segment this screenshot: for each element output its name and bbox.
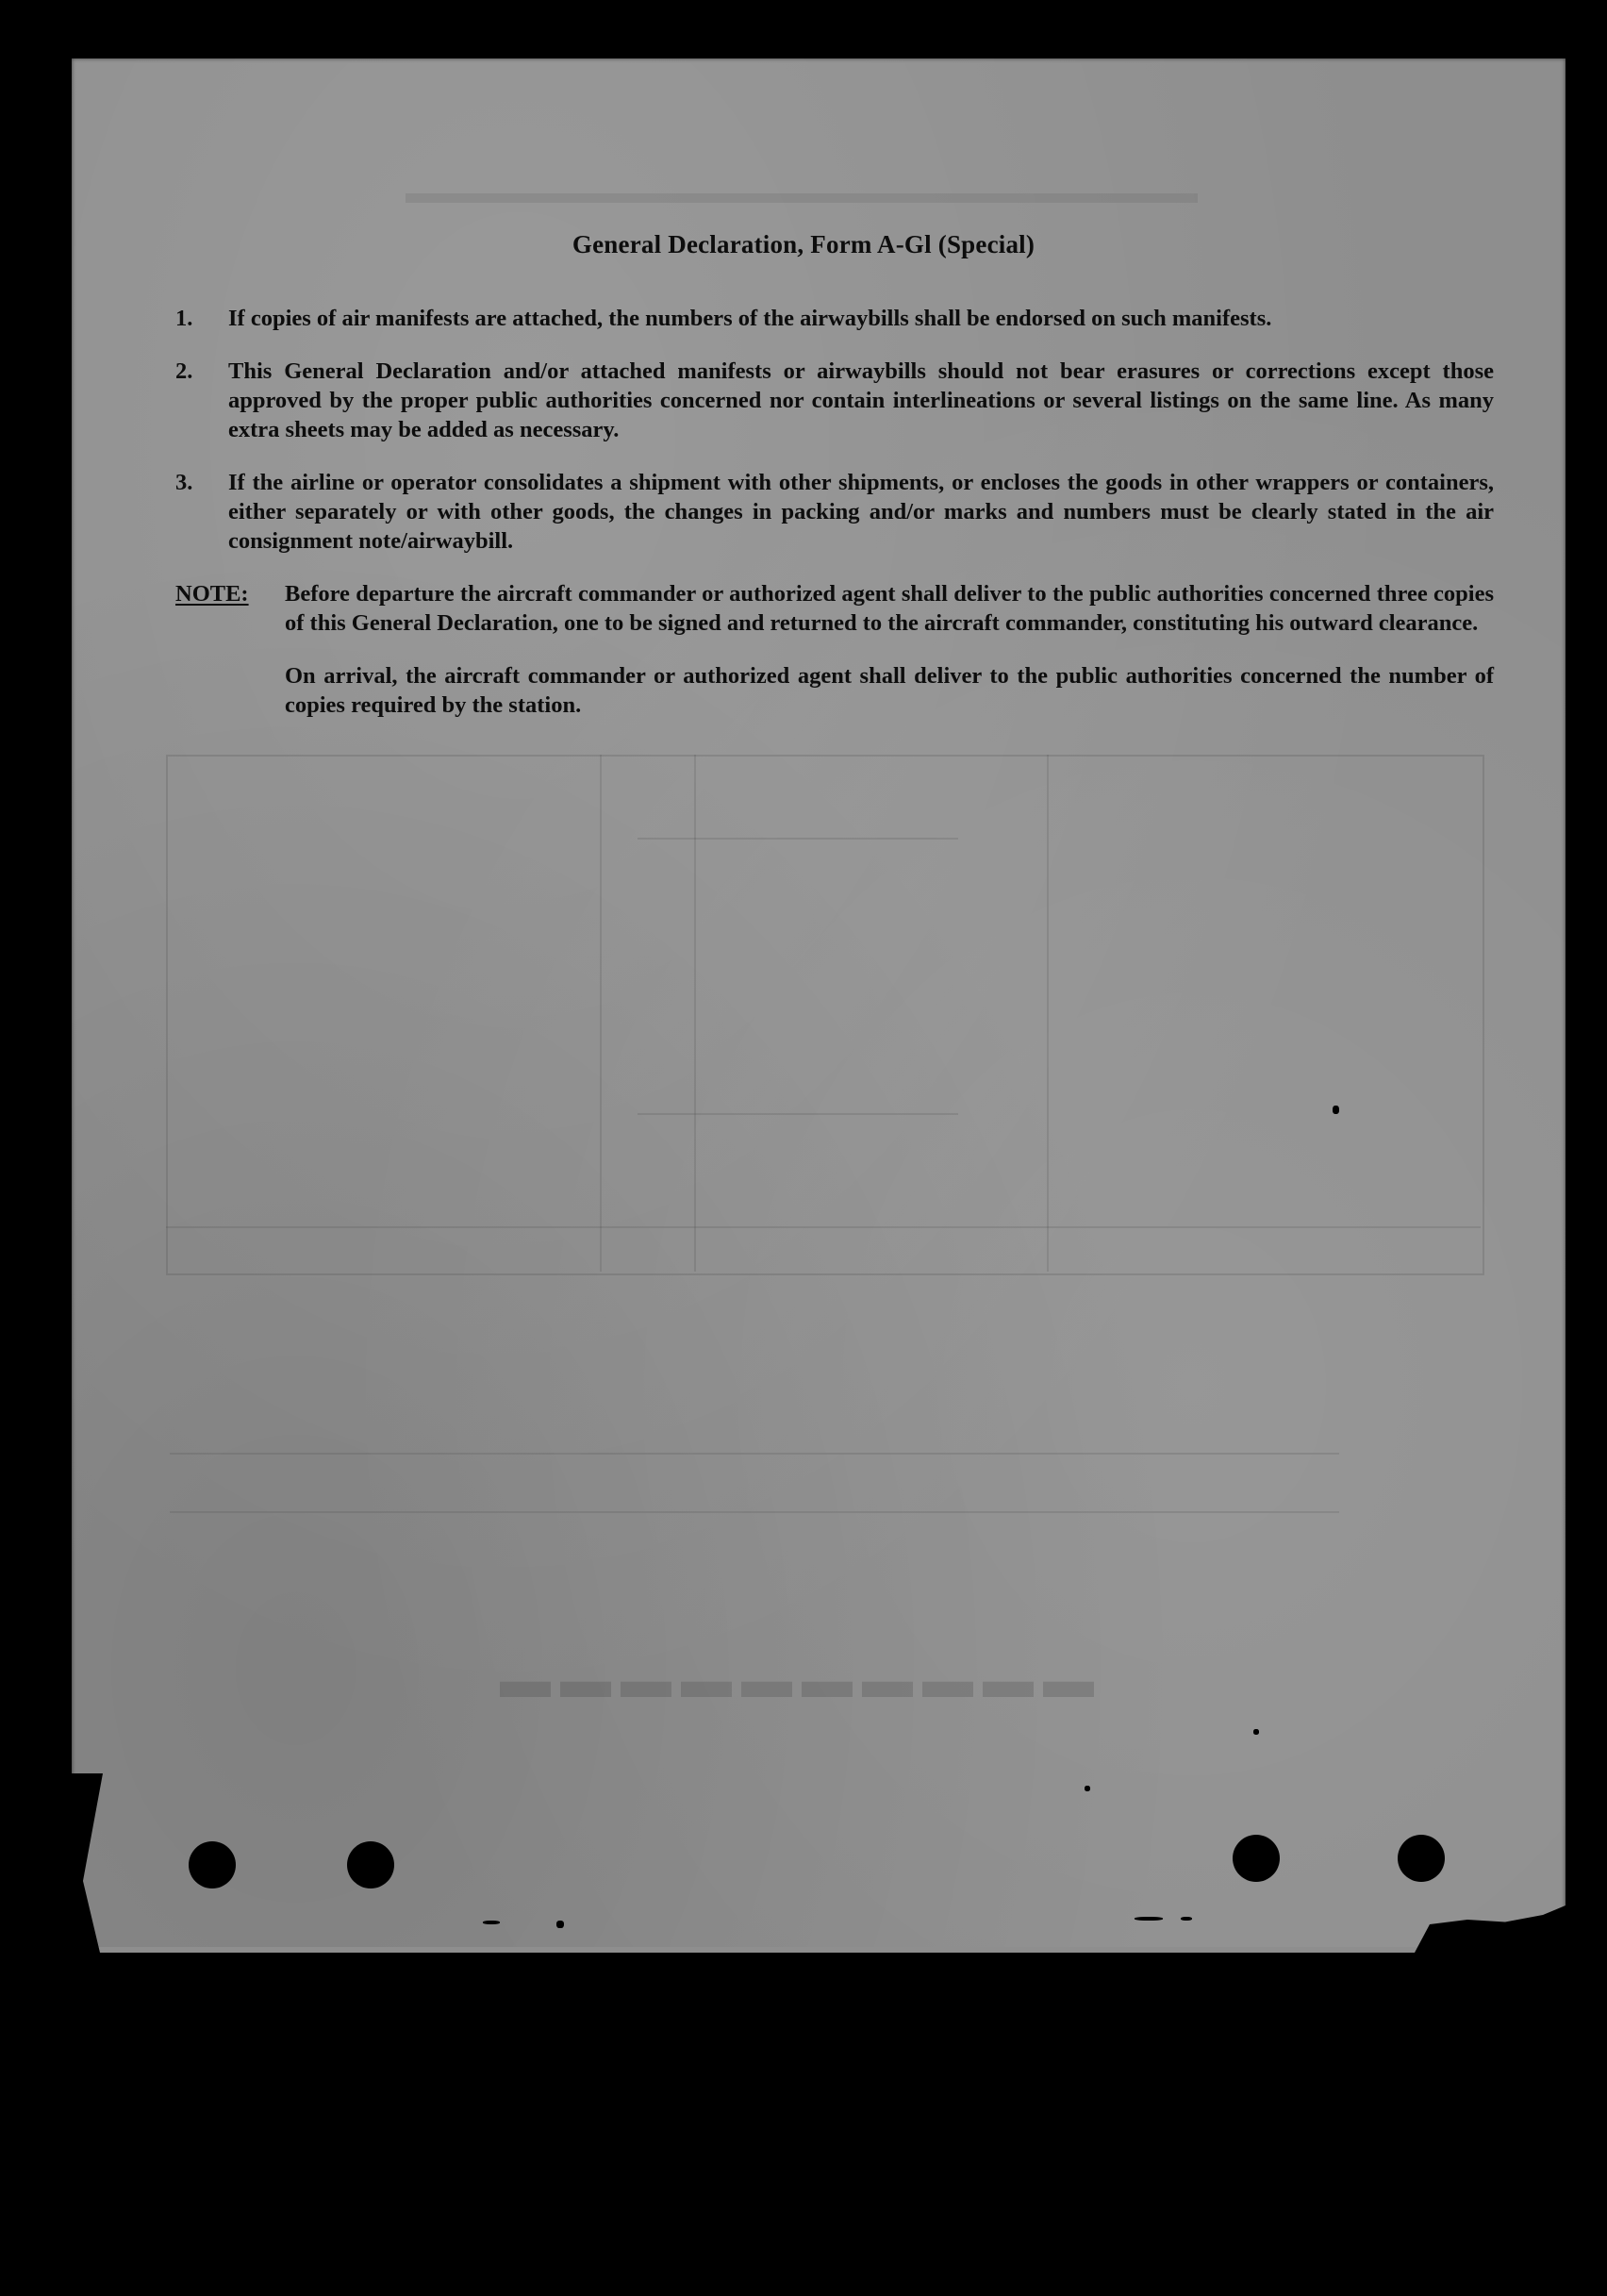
bleed-through-rule xyxy=(406,193,1198,203)
item-number: 3. xyxy=(175,470,193,495)
bleed-through-rule xyxy=(638,1113,958,1115)
ink-speck xyxy=(1181,1917,1192,1921)
instruction-item xyxy=(175,357,1494,444)
ink-speck xyxy=(1085,1786,1090,1791)
punch-hole xyxy=(1233,1835,1280,1882)
bleed-through-rule xyxy=(166,1226,1481,1228)
punch-hole xyxy=(347,1841,394,1888)
ink-speck xyxy=(556,1921,564,1928)
item-number: 2. xyxy=(175,358,193,384)
bleed-through-heading: ▬▬▬▬▬▬▬▬▬▬ xyxy=(490,1652,1094,1708)
instruction-item xyxy=(175,304,1494,333)
bleed-through-rule xyxy=(694,755,696,1272)
punch-hole xyxy=(189,1841,236,1888)
note-paragraph: Before departure the aircraft commander or authorized agent shall deliver to the public authorities concerned three copies of this General Declaration, one to be signed and returned to the aircraft commander, constituting his outward clearance. xyxy=(285,581,1494,636)
instruction-item xyxy=(175,468,1494,556)
bleed-through-rule xyxy=(600,755,602,1272)
ink-speck xyxy=(1333,1106,1339,1114)
bleed-through-rule xyxy=(170,1453,1339,1455)
punch-hole xyxy=(1398,1835,1445,1882)
bleed-through-rule xyxy=(638,838,958,840)
item-number: 1. xyxy=(175,306,193,331)
bleed-through-rule xyxy=(1047,755,1049,1272)
note-paragraph: On arrival, the aircraft commander or authorized agent shall deliver to the public authorities concerned the number of copies required by the station. xyxy=(285,663,1494,718)
ink-speck xyxy=(1135,1917,1163,1921)
item-text: If the airline or operator consolidates a shipment with other shipments, or encloses the goods in other wrappers or containers, either separately or with other goods, the changes in packing and/or marks and numbers must be clearly stated in the air consignment note/airwaybill. xyxy=(228,470,1494,554)
sheet-edge xyxy=(72,1947,1566,1953)
instruction-list xyxy=(175,304,1494,743)
ink-speck xyxy=(1253,1729,1259,1735)
bleed-through-rule xyxy=(170,1511,1339,1513)
note-label: NOTE: xyxy=(175,581,249,607)
document-title: General Declaration, Form A-Gl (Special) xyxy=(572,230,1035,258)
item-text: If copies of air manifests are attached, the numbers of the airwaybills shall be endorsed on such manifests. xyxy=(228,306,1272,331)
note-block xyxy=(175,579,1494,720)
bleed-through-table xyxy=(166,755,1484,1275)
ink-speck xyxy=(483,1921,500,1924)
item-text: This General Declaration and/or attached manifests or airwaybills should not bear erasures or corrections except those approved by the proper public authorities concerned nor contain interlineations or several listings on the same line. As many extra sheets may be added as necessary. xyxy=(228,358,1494,442)
